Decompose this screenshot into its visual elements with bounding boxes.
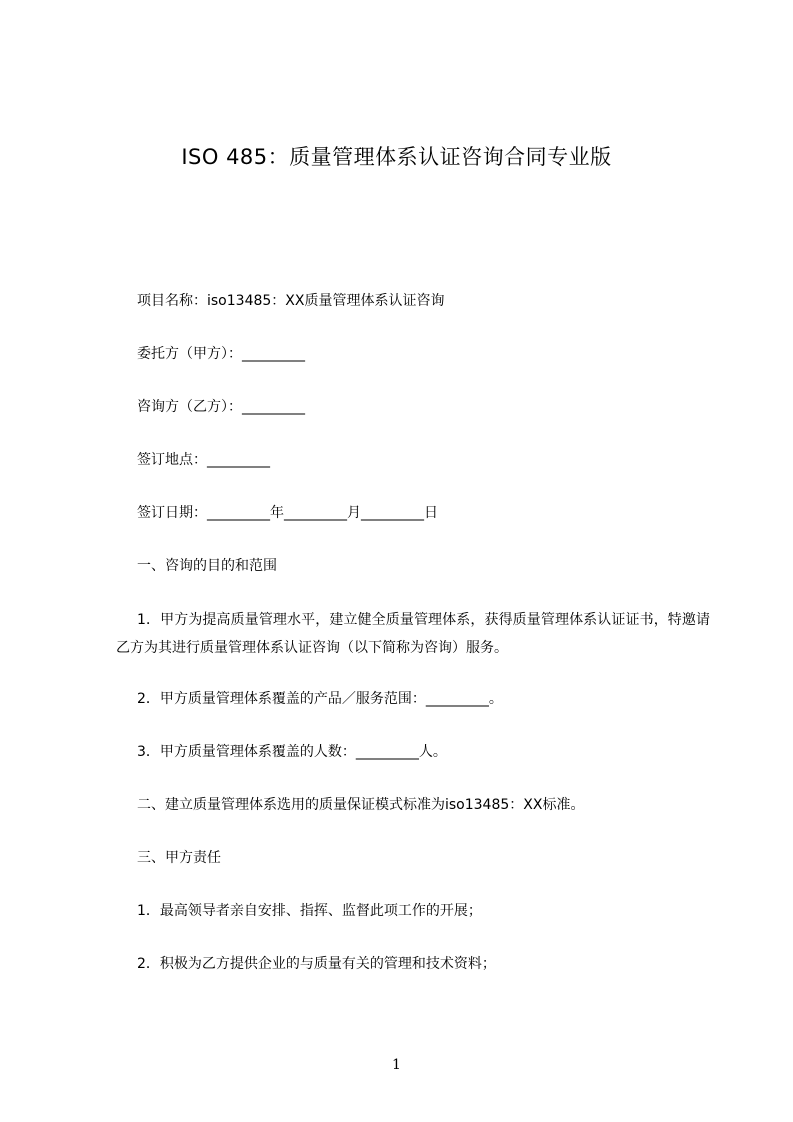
section-2-heading: 二、建立质量管理体系选用的质量保证模式标准为iso13485：XX标准。 — [137, 797, 585, 813]
project-name-line: 项目名称：iso13485：XX质量管理体系认证咨询 — [137, 293, 445, 309]
section-1-item-3: 3．甲方质量管理体系覆盖的人数：_________人。 — [137, 744, 447, 760]
party-a-line: 委托方（甲方）：_________ — [137, 346, 305, 362]
section-1-item-1: 1．甲方为提高质量管理水平，建立健全质量管理体系，获得质量管理体系认证证书，特邀请乙方为其进行质量管理体系认证咨询（以下简称为咨询）服务。 — [116, 612, 710, 656]
section-3-heading: 三、甲方责任 — [137, 850, 221, 866]
signing-place-line: 签订地点：_________ — [137, 452, 270, 468]
signing-date-line: 签订日期：_________年_________月_________日 — [137, 505, 438, 521]
section-1-item-2: 2．甲方质量管理体系覆盖的产品／服务范围：_________。 — [137, 691, 503, 707]
page-number: 1 — [392, 1057, 401, 1073]
document-title: ISO 485：质量管理体系认证咨询合同专业版 — [181, 145, 612, 169]
section-3-item-2: 2．积极为乙方提供企业的与质量有关的管理和技术资料； — [137, 956, 496, 972]
party-b-line: 咨询方（乙方）：_________ — [137, 399, 305, 415]
section-1-heading: 一、咨询的目的和范围 — [137, 558, 277, 574]
section-3-item-1: 1．最高领导者亲自安排、指挥、监督此项工作的开展； — [137, 903, 482, 919]
